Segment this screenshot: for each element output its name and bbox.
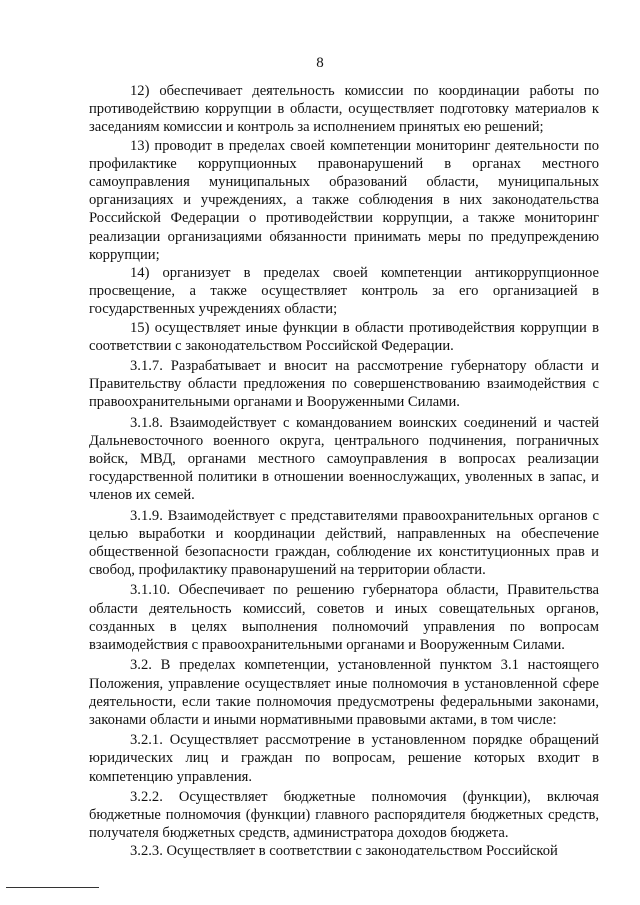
footer-divider <box>6 887 99 888</box>
paragraph-item-13: 13) проводит в пределах своей компетенции мониторинг деятельности по профилактике коррупционных правонарушений в органах местного самоуправления муниципальных образований области, муниципальных организациях и учреждениях, а также соблюдения в них законодательства Российской Федерации о противодействии коррупции, а также мониторинг реализации организациями обязанности принимать меры по предупреждению коррупции; <box>89 137 599 263</box>
paragraph-3-2-1: 3.2.1. Осуществляет рассмотрение в установленном порядке обращений юридических лиц и граждан по вопросам, решение которых входит в компетенцию управления. <box>89 732 599 785</box>
paragraph-3-1-7: 3.1.7. Разрабатывает и вносит на рассмотрение губернатору области и Правительству области предложения по совершенствованию взаимодействия с правоохранительными органами и Вооруженными Силами. <box>89 358 599 411</box>
paragraph-item-15: 15) осуществляет иные функции в области противодействия коррупции в соответствии с законодательством Российской Федерации. <box>89 319 599 354</box>
paragraph-3-1-8: 3.1.8. Взаимодействует с командованием воинских соединений и частей Дальневосточного военного округа, центрального подчинения, пограничных войск, МВД, органами местного самоуправления в вопросах реализации государственной политики в отношении военнослужащих, уволенных в запас, и членов их семей. <box>89 414 599 504</box>
page-number: 8 <box>316 55 324 71</box>
paragraph-item-12: 12) обеспечивает деятельность комиссии по координации работы по противодействию коррупции в области, осуществляет подготовку материалов к заседаниям комиссии и контроль за исполнением принятых ею решений; <box>89 83 599 136</box>
paragraph-3-2-2: 3.2.2. Осуществляет бюджетные полномочия (функции), включая бюджетные полномочия (функции) главного распорядителя бюджетных средств, получателя бюджетных средств, администратора доходов бюджета. <box>89 788 599 842</box>
paragraph-3-2-3: 3.2.3. Осуществляет в соответствии с законодательством Российской <box>130 843 558 860</box>
paragraph-3-1-9: 3.1.9. Взаимодействует с представителями правоохранительных органов с целью выработки и координации действий, направленных на обеспечение общественной безопасности граждан, соблюдение их конституционных прав и свобод, профилактику правонарушений на территории области. <box>89 507 599 579</box>
document-body <box>89 82 599 861</box>
paragraph-3-2: 3.2. В пределах компетенции, установленной пунктом 3.1 настоящего Положения, управление осуществляет иные полномочия в установленной сфере деятельности, если такие полномочия предусмотрены федеральными законами, законами области и иными нормативными правовыми актами, в том числе: <box>89 657 599 728</box>
paragraph-3-1-10: 3.1.10. Обеспечивает по решению губернатора области, Правительства области деятельность комиссий, советов и иных совещательных органов, созданных в целях выполнения полномочий управления по вопросам взаимодействия с правоохранительными органами и Вооруженным Силами. <box>89 582 599 654</box>
paragraph-item-14: 14) организует в пределах своей компетенции антикоррупционное просвещение, а также осуществляет контроль за его организацией в государственных учреждениях области; <box>89 265 599 318</box>
